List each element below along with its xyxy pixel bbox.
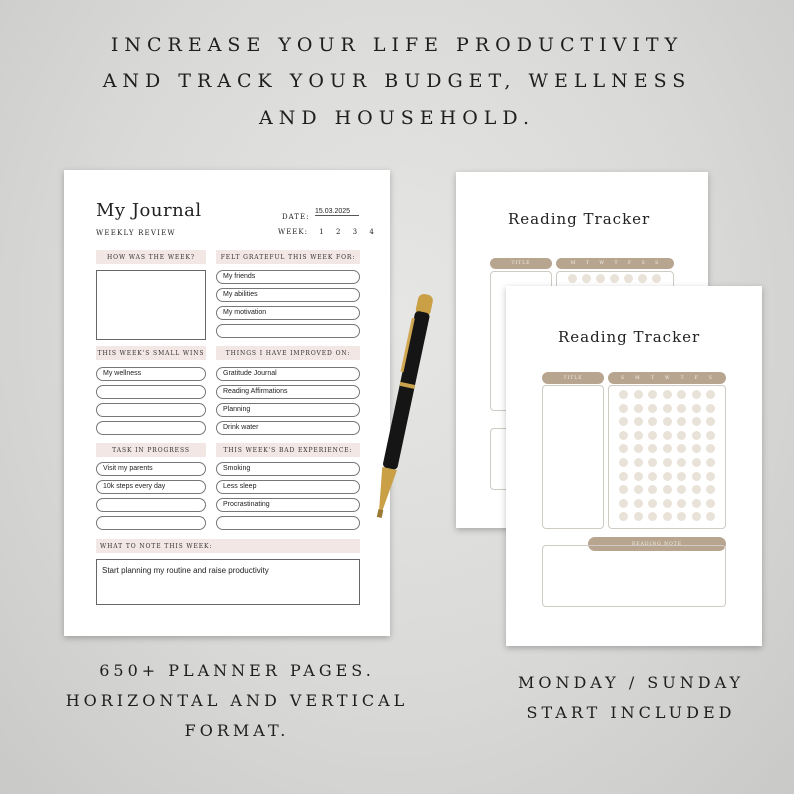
bad-item-4 bbox=[216, 516, 360, 530]
tracker-dot bbox=[638, 274, 647, 283]
tracker-dot bbox=[663, 512, 672, 521]
tracker-dot bbox=[706, 431, 715, 440]
journal-title: My Journal bbox=[96, 200, 202, 221]
tracker-dot bbox=[677, 431, 686, 440]
task-item-4 bbox=[96, 516, 206, 530]
tracker-dot bbox=[596, 274, 605, 283]
date-label: DATE: bbox=[282, 213, 310, 221]
tracker-front-note-label: READING NOTE bbox=[588, 537, 726, 551]
tracker-dot bbox=[619, 404, 628, 413]
tracker-dot bbox=[619, 390, 628, 399]
small-win-item-2 bbox=[96, 385, 206, 399]
tracker-dot bbox=[634, 485, 643, 494]
day-label: M bbox=[570, 261, 577, 266]
tracker-dot bbox=[648, 472, 657, 481]
tracker-dot bbox=[706, 458, 715, 467]
small-win-item-1: My wellness bbox=[96, 367, 206, 381]
tracker-dot bbox=[619, 512, 628, 521]
tracker-dot bbox=[634, 390, 643, 399]
tracker-dot bbox=[648, 431, 657, 440]
week-4: 4 bbox=[369, 228, 375, 236]
tracker-front-note-box bbox=[542, 545, 726, 607]
tracker-dot bbox=[652, 274, 661, 283]
tracker-dot bbox=[706, 499, 715, 508]
tracker-dot bbox=[677, 404, 686, 413]
tracker-dot bbox=[568, 274, 577, 283]
tracker-dot bbox=[692, 458, 701, 467]
grateful-item-2: My abilities bbox=[216, 288, 360, 302]
day-label: T bbox=[650, 375, 655, 381]
tracker-dot bbox=[692, 444, 701, 453]
week-selector bbox=[278, 228, 375, 236]
tracker-dot bbox=[663, 431, 672, 440]
tracker-dot bbox=[648, 458, 657, 467]
task-item-3 bbox=[96, 498, 206, 512]
grateful-item-1: My friends bbox=[216, 270, 360, 284]
week-label: WEEK: bbox=[278, 228, 309, 236]
tracker-dot bbox=[610, 274, 619, 283]
tracker-dot bbox=[692, 472, 701, 481]
footer-left-line-3: FORMAT. bbox=[184, 721, 290, 740]
headline-line-3: AND HOUSEHOLD. bbox=[258, 107, 536, 129]
tracker-dot bbox=[634, 512, 643, 521]
day-label: T bbox=[680, 375, 685, 381]
day-label: T bbox=[614, 261, 619, 266]
tracker-front-title: Reading Tracker bbox=[558, 328, 701, 346]
tracker-dot bbox=[663, 472, 672, 481]
day-label: F bbox=[627, 261, 633, 266]
tracker-dot bbox=[692, 485, 701, 494]
tracker-dot bbox=[663, 404, 672, 413]
tracker-dot bbox=[634, 444, 643, 453]
tracker-dot bbox=[677, 458, 686, 467]
reading-tracker-front bbox=[506, 286, 762, 646]
tracker-dot bbox=[648, 512, 657, 521]
day-label: W bbox=[599, 261, 605, 266]
tracker-dot bbox=[663, 444, 672, 453]
task-item-1: Visit my parents bbox=[96, 462, 206, 476]
tracker-dot bbox=[619, 444, 628, 453]
section-note: WHAT TO NOTE THIS WEEK: bbox=[96, 539, 360, 553]
tracker-dot bbox=[648, 499, 657, 508]
tracker-dot bbox=[677, 417, 686, 426]
tracker-front-grid-box bbox=[608, 385, 726, 529]
tracker-front-title-col: TITLE bbox=[542, 372, 604, 384]
day-label: M bbox=[635, 375, 641, 381]
tracker-dot bbox=[706, 472, 715, 481]
tracker-dot bbox=[677, 444, 686, 453]
small-win-item-3 bbox=[96, 403, 206, 417]
week-2: 2 bbox=[335, 228, 342, 236]
footer-left bbox=[0, 656, 474, 746]
bad-item-2: Less sleep bbox=[216, 480, 360, 494]
pen-image bbox=[368, 288, 438, 528]
tracker-dot bbox=[634, 499, 643, 508]
week-1: 1 bbox=[319, 228, 325, 236]
grateful-item-4 bbox=[216, 324, 360, 338]
tracker-dot bbox=[634, 472, 643, 481]
improved-item-2: Reading Affirmations bbox=[216, 385, 360, 399]
improved-item-4: Drink water bbox=[216, 421, 360, 435]
tracker-dot bbox=[634, 431, 643, 440]
tracker-dot bbox=[677, 472, 686, 481]
section-task-progress: TASK IN PROGRESS bbox=[96, 443, 206, 457]
footer-left-line-1: 650+ PLANNER PAGES. bbox=[99, 661, 375, 680]
tracker-front-days bbox=[608, 372, 726, 384]
journal-page bbox=[64, 170, 390, 636]
tracker-dot bbox=[677, 390, 686, 399]
week-3: 3 bbox=[352, 228, 359, 236]
section-how-was-week: HOW WAS THE WEEK? bbox=[96, 250, 206, 264]
bad-item-1: Smoking bbox=[216, 462, 360, 476]
tracker-dot bbox=[692, 417, 701, 426]
tracker-dot bbox=[663, 458, 672, 467]
tracker-dot bbox=[634, 404, 643, 413]
tracker-dot bbox=[692, 431, 701, 440]
tracker-dot bbox=[692, 390, 701, 399]
tracker-dot bbox=[663, 390, 672, 399]
tracker-dot bbox=[648, 417, 657, 426]
tracker-dot bbox=[619, 472, 628, 481]
improved-item-1: Gratitude Journal bbox=[216, 367, 360, 381]
tracker-dot bbox=[706, 390, 715, 399]
day-label: S bbox=[641, 261, 646, 266]
tracker-dot bbox=[619, 417, 628, 426]
date-value: 15.03.2025 bbox=[315, 208, 359, 216]
task-item-2: 10k steps every day bbox=[96, 480, 206, 494]
note-box bbox=[96, 559, 360, 605]
small-win-item-4 bbox=[96, 421, 206, 435]
section-bad-experience: THIS WEEK'S BAD EXPERIENCE: bbox=[216, 443, 360, 457]
footer-right-line-1: MONDAY / SUNDAY bbox=[517, 673, 745, 692]
tracker-dot bbox=[619, 499, 628, 508]
tracker-dot bbox=[706, 404, 715, 413]
grateful-item-3: My motivation bbox=[216, 306, 360, 320]
tracker-dot bbox=[677, 512, 686, 521]
tracker-back-title: Reading Tracker bbox=[508, 210, 651, 228]
tracker-dot bbox=[619, 431, 628, 440]
tracker-dot bbox=[624, 274, 633, 283]
tracker-dot bbox=[619, 485, 628, 494]
tracker-dot bbox=[634, 458, 643, 467]
headline-line-2: AND TRACK YOUR BUDGET, WELLNESS bbox=[102, 70, 692, 92]
tracker-dot bbox=[692, 512, 701, 521]
section-improved: THINGS I HAVE IMPROVED ON: bbox=[216, 346, 360, 360]
tracker-dot bbox=[663, 499, 672, 508]
tracker-dot bbox=[706, 485, 715, 494]
bad-item-3: Procrastinating bbox=[216, 498, 360, 512]
tracker-dot bbox=[706, 444, 715, 453]
tracker-dot bbox=[648, 444, 657, 453]
tracker-dot bbox=[677, 499, 686, 508]
improved-item-3: Planning bbox=[216, 403, 360, 417]
footer-right bbox=[468, 668, 794, 728]
section-grateful: FELT GRATEFUL THIS WEEK FOR: bbox=[216, 250, 360, 264]
day-label: S bbox=[621, 375, 626, 381]
tracker-dot bbox=[634, 417, 643, 426]
tracker-dot bbox=[677, 485, 686, 494]
tracker-dot bbox=[706, 417, 715, 426]
note-text: Start planning my routine and raise productivity bbox=[102, 566, 269, 575]
day-label: F bbox=[694, 375, 699, 381]
headline-line-1: INCREASE YOUR LIFE PRODUCTIVITY bbox=[110, 34, 684, 56]
tracker-dot bbox=[706, 512, 715, 521]
tracker-dot bbox=[692, 499, 701, 508]
footer-left-line-2: HORIZONTAL AND VERTICAL bbox=[65, 691, 409, 710]
section-small-wins: THIS WEEK'S SMALL WINS bbox=[96, 346, 206, 360]
day-label: T bbox=[585, 261, 590, 266]
footer-right-line-2: START INCLUDED bbox=[526, 703, 736, 722]
tracker-dot bbox=[619, 458, 628, 467]
day-label: S bbox=[708, 375, 713, 381]
day-label: S bbox=[655, 261, 660, 266]
how-was-week-box bbox=[96, 270, 206, 340]
tracker-dot bbox=[663, 417, 672, 426]
tracker-dot bbox=[648, 390, 657, 399]
tracker-back-days bbox=[556, 258, 674, 269]
tracker-front-title-box bbox=[542, 385, 604, 529]
tracker-dot bbox=[582, 274, 591, 283]
tracker-dot bbox=[663, 485, 672, 494]
tracker-dot bbox=[692, 404, 701, 413]
tracker-dot bbox=[648, 404, 657, 413]
day-label: W bbox=[664, 375, 671, 381]
journal-subtitle: WEEKLY REVIEW bbox=[96, 229, 176, 237]
tracker-back-title-col: TITLE bbox=[490, 258, 552, 269]
tracker-dot bbox=[648, 485, 657, 494]
